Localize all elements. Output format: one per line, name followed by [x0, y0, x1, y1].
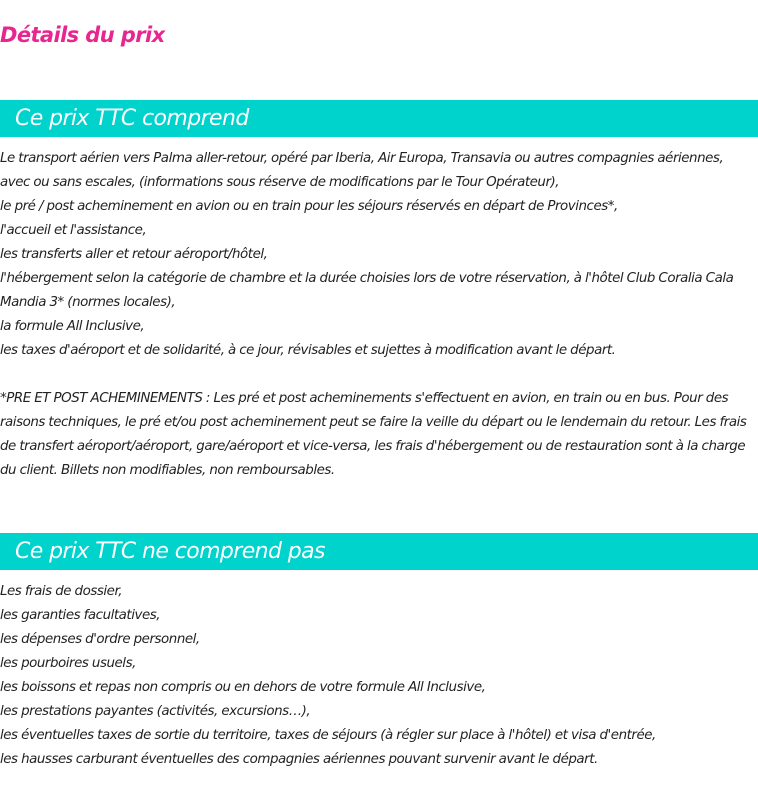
included-list — [0, 147, 758, 363]
excluded-item: les prestations payantes (activités, excursions…), — [0, 704, 311, 719]
footnote-line: *PRE ET POST ACHEMINEMENTS : Les pré et post acheminements s'effectuent en avion, en train ou en bus. Pour des — [0, 391, 729, 406]
excluded-list — [0, 580, 758, 772]
included-item: Mandia 3* (normes locales), — [0, 295, 176, 310]
included-item: l'hébergement selon la catégorie de chambre et la durée choisies lors de votre réservation, à l'hôtel Club Coralia Cala — [0, 271, 734, 286]
excluded-item: les hausses carburant éventuelles des compagnies aériennes pouvant survenir avant le départ. — [0, 752, 598, 767]
included-item: le pré / post acheminement en avion ou en train pour les séjours réservés en départ de Provinces*, — [0, 199, 618, 214]
included-item: la formule All Inclusive, — [0, 319, 145, 334]
included-section-header — [0, 100, 758, 137]
excluded-item: les pourboires usuels, — [0, 656, 136, 671]
excluded-section-header — [0, 533, 758, 570]
footnote-line: du client. Billets non modifiables, non remboursables. — [0, 463, 335, 478]
included-section-title: Ce prix TTC comprend — [15, 106, 249, 131]
included-item: les taxes d'aéroport et de solidarité, à ce jour, révisables et sujettes à modification avant le départ. — [0, 343, 616, 358]
included-item: les transferts aller et retour aéroport/hôtel, — [0, 247, 268, 262]
included-item: l'accueil et l'assistance, — [0, 223, 147, 238]
footnote-line: raisons techniques, le pré et/ou post acheminement peut se faire la veille du départ ou le lendemain du retour. Les frais — [0, 415, 747, 430]
excluded-item: les éventuelles taxes de sortie du territoire, taxes de séjours (à régler sur place à l'hôtel) et visa d'entrée, — [0, 728, 656, 743]
footnote-line: de transfert aéroport/aéroport, gare/aéroport et vice-versa, les frais d'hébergement ou de restauration sont à la charge — [0, 439, 746, 454]
excluded-section-title: Ce prix TTC ne comprend pas — [15, 539, 325, 564]
excluded-item: les boissons et repas non compris ou en dehors de votre formule All Inclusive, — [0, 680, 486, 695]
excluded-item: les dépenses d'ordre personnel, — [0, 632, 200, 647]
page-title: Détails du prix — [0, 23, 165, 47]
excluded-item: Les frais de dossier, — [0, 584, 123, 599]
excluded-item: les garanties facultatives, — [0, 608, 161, 623]
included-item: Le transport aérien vers Palma aller-retour, opéré par Iberia, Air Europa, Transavia ou autres compagnies aériennes, — [0, 151, 724, 166]
included-item: avec ou sans escales, (informations sous réserve de modifications par le Tour Opérateur), — [0, 175, 560, 190]
transfer-footnote — [0, 387, 758, 483]
